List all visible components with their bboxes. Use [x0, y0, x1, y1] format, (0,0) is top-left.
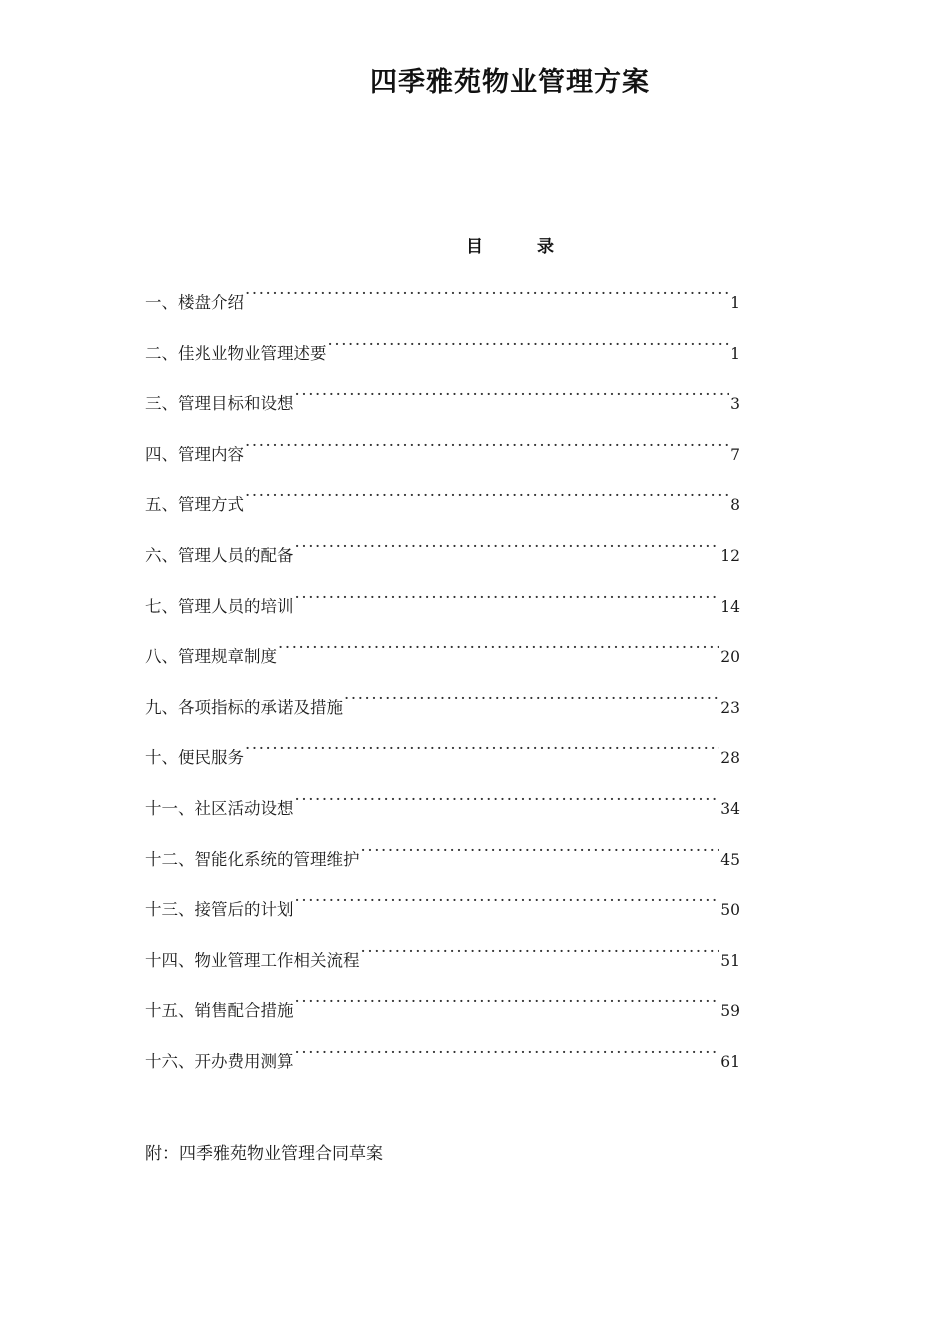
toc-dot-leader	[295, 381, 730, 409]
toc-entry-label: 十、便民服务	[145, 748, 244, 768]
toc-entry-label: 六、管理人员的配备	[145, 545, 294, 565]
toc-entry-label: 十一、社区活动设想	[145, 798, 294, 818]
toc-entry-page: 7	[730, 445, 740, 464]
toc-dot-leader	[295, 533, 720, 561]
appendix-note: 附：四季雅苑物业管理合同草案	[145, 1144, 383, 1164]
toc-dot-leader	[295, 1039, 720, 1067]
toc-heading: 目 录	[466, 237, 554, 257]
toc-entry-label: 十四、物业管理工作相关流程	[145, 950, 360, 970]
toc-entry-label: 九、各项指标的承诺及措施	[145, 697, 343, 717]
toc-dot-leader	[295, 786, 720, 814]
toc-entry-page: 61	[720, 1052, 740, 1071]
toc-dot-leader	[278, 634, 719, 662]
toc-entry-page: 20	[720, 648, 740, 667]
toc-entry-3[interactable]	[145, 381, 740, 432]
toc-entry-1[interactable]	[145, 280, 740, 331]
toc-entry-2[interactable]	[145, 331, 740, 382]
toc-entry-label: 五、管理方式	[145, 495, 244, 515]
toc-dot-leader	[245, 432, 729, 460]
toc-entry-label: 一、楼盘介绍	[145, 293, 244, 312]
toc-entry-page: 34	[720, 799, 740, 818]
toc-entry-label: 四、管理内容	[145, 444, 244, 464]
toc-entry-label: 八、管理规章制度	[145, 647, 277, 667]
toc-entry-13[interactable]	[145, 887, 740, 938]
toc-entry-11[interactable]	[145, 786, 740, 837]
toc-dot-leader	[328, 331, 730, 359]
toc-entry-14[interactable]	[145, 938, 740, 989]
toc-entry-page: 28	[720, 749, 740, 768]
toc-dot-leader	[295, 584, 720, 612]
toc-entry-7[interactable]	[145, 584, 740, 635]
toc-entry-5[interactable]	[145, 482, 740, 533]
toc-dot-leader	[245, 482, 729, 510]
toc-dot-leader	[361, 938, 720, 966]
document-title: 四季雅苑物业管理方案	[370, 67, 650, 98]
toc-entry-label: 十二、智能化系统的管理维护	[145, 849, 360, 869]
toc-entry-page: 59	[720, 1002, 740, 1021]
toc-entry-label: 十六、开办费用测算	[145, 1051, 294, 1071]
toc-dot-leader	[295, 887, 720, 915]
toc-entry-15[interactable]	[145, 988, 740, 1039]
toc-entry-page: 23	[720, 698, 740, 717]
toc-dot-leader	[245, 280, 729, 308]
toc-dot-leader	[245, 735, 719, 763]
toc-entry-page: 3	[730, 395, 740, 414]
table-of-contents	[145, 280, 740, 1090]
toc-entry-16[interactable]	[145, 1039, 740, 1090]
toc-entry-page: 1	[730, 344, 740, 363]
toc-dot-leader	[295, 988, 720, 1016]
toc-entry-8[interactable]	[145, 634, 740, 685]
toc-entry-12[interactable]	[145, 837, 740, 888]
toc-entry-page: 12	[720, 546, 740, 565]
toc-entry-page: 8	[730, 496, 740, 515]
toc-entry-4[interactable]	[145, 432, 740, 483]
toc-entry-10[interactable]	[145, 735, 740, 786]
toc-entry-9[interactable]	[145, 685, 740, 736]
toc-entry-page: 50	[720, 901, 740, 920]
toc-entry-page: 14	[720, 597, 740, 616]
toc-dot-leader	[344, 685, 719, 713]
toc-dot-leader	[361, 837, 720, 865]
toc-entry-label: 十五、销售配合措施	[145, 1001, 294, 1021]
toc-entry-label: 十三、接管后的计划	[145, 900, 294, 920]
toc-entry-label: 二、佳兆业物业管理述要	[145, 343, 327, 363]
toc-entry-6[interactable]	[145, 533, 740, 584]
toc-entry-page: 45	[720, 850, 740, 869]
toc-entry-page: 1	[730, 294, 740, 312]
toc-entry-label: 七、管理人员的培训	[145, 596, 294, 616]
toc-entry-page: 51	[720, 951, 740, 970]
toc-entry-label: 三、管理目标和设想	[145, 394, 294, 414]
